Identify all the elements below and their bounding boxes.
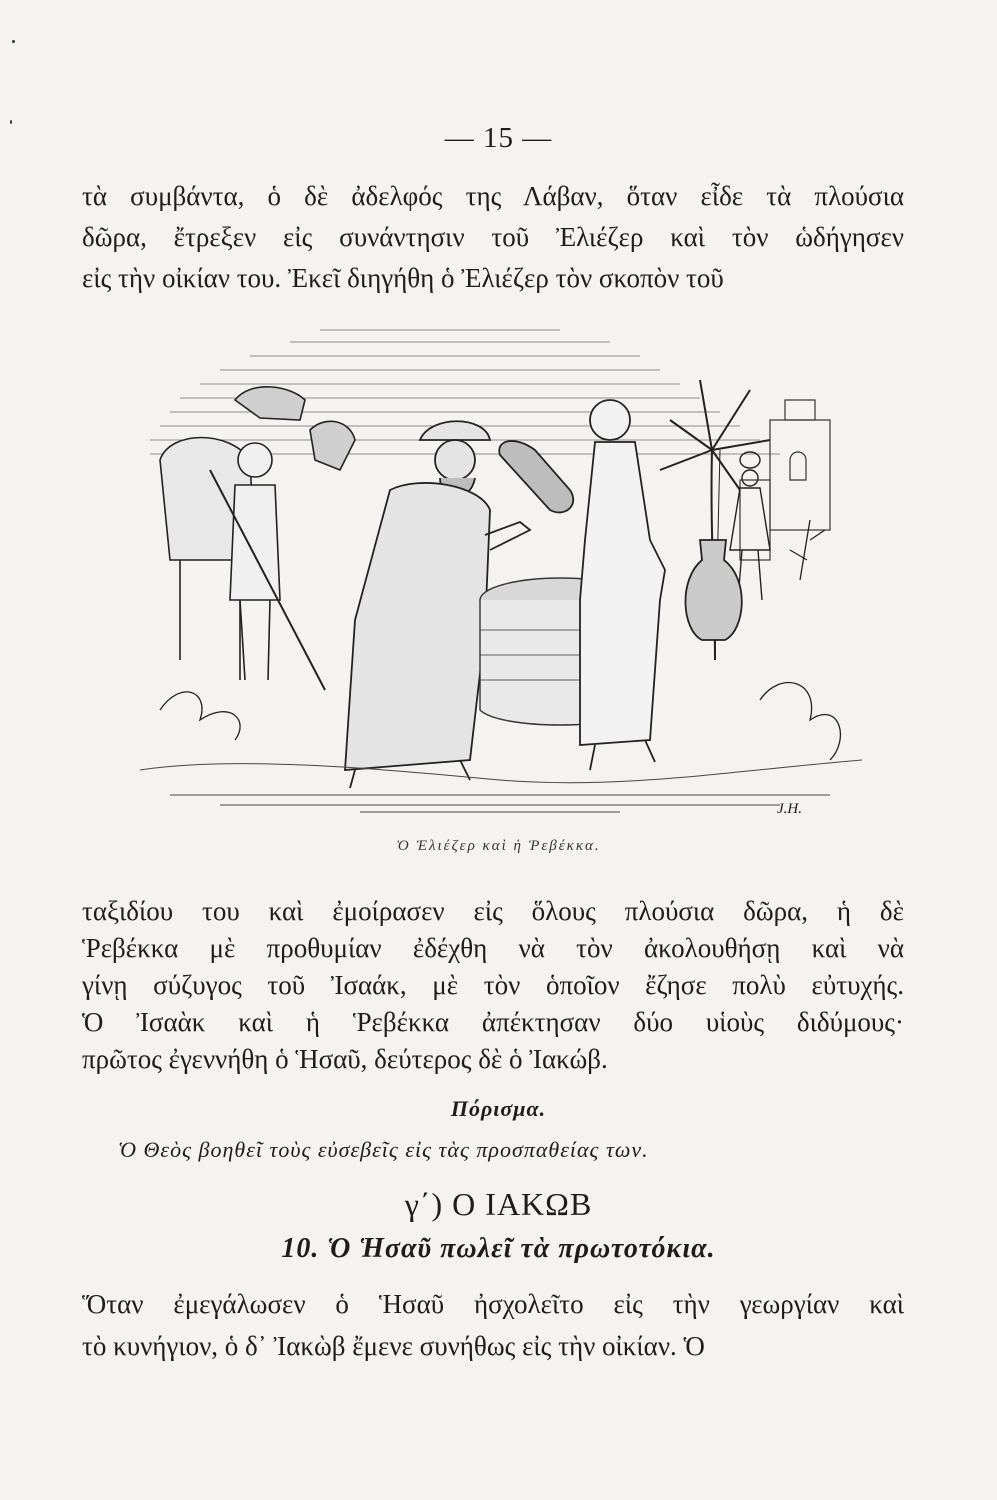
scan-speck (10, 120, 12, 124)
text-line: δῶρα, ἔτρεξεν εἰς συνάντησιν τοῦ Ἐλιέζερ καὶ τὸν ὡδήγησεν (82, 222, 904, 252)
porisma-text: Ὁ Θεὸς βοηθεῖ τοὺς εὐσεβεῖς εἰς τὰς προσπαθείας των. (118, 1137, 649, 1162)
text-line: τὰ συμβάντα, ὁ δὲ ἀδελφός της Λάβαν, ὅταν εἶδε τὰ πλούσια (82, 181, 904, 211)
text-line: πρῶτος ἐγεννήθη ὁ Ἡσαῦ, δεύτερος δὲ ὁ Ἰακώβ. (82, 1044, 608, 1074)
page-number: — 15 — (444, 122, 553, 154)
scan-speck (12, 40, 15, 43)
engraving-eliezer-rebecca (140, 300, 862, 830)
section-heading: γ΄) Ο ΙΑΚΩΒ (404, 1186, 593, 1222)
text-line: Ὅταν ἐμεγάλωσεν ὁ Ἡσαῦ ἠσχολεῖτο εἰς τὴν γεωργίαν καὶ (82, 1289, 904, 1319)
text-line: Ὁ Ἰσαὰκ καὶ ἡ Ῥεβέκκα ἀπέκτησαν δύο υἱοὺς διδύμους· (82, 1007, 904, 1037)
text-line: Ῥεβέκκα μὲ προθυμίαν ἐδέχθη νὰ τὸν ἀκολουθήσῃ καὶ νὰ (82, 933, 904, 963)
porisma-heading: Πόρισμα. (450, 1096, 547, 1121)
text-line: εἰς τὴν οἰκίαν του. Ἐκεῖ διηγήθη ὁ Ἐλιέζερ τὸν σκοπὸν τοῦ (82, 263, 724, 293)
text-line: ταξιδίου του καὶ ἐμοίρασεν εἰς ὅλους πλούσια δῶρα, ἡ δὲ (82, 896, 904, 926)
text-line: γίνῃ σύζυγος τοῦ Ἰσαάκ, μὲ τὸν ὁποῖον ἔζησε πολὺ εὐτυχής. (82, 970, 904, 1000)
engraver-signature: J.H. (777, 801, 802, 817)
chapter-heading: 10. Ὁ Ἡσαῦ πωλεῖ τὰ πρωτοτόκια. (281, 1233, 716, 1264)
text-line: τὸ κυνήγιον, ὁ δ᾽ Ἰακὼβ ἔμενε συνήθως εἰς τὴν οἰκίαν. Ὁ (82, 1331, 705, 1361)
illustration-caption: Ὁ Ἐλιέζερ καὶ ἡ Ῥεβέκκα. (396, 838, 601, 854)
